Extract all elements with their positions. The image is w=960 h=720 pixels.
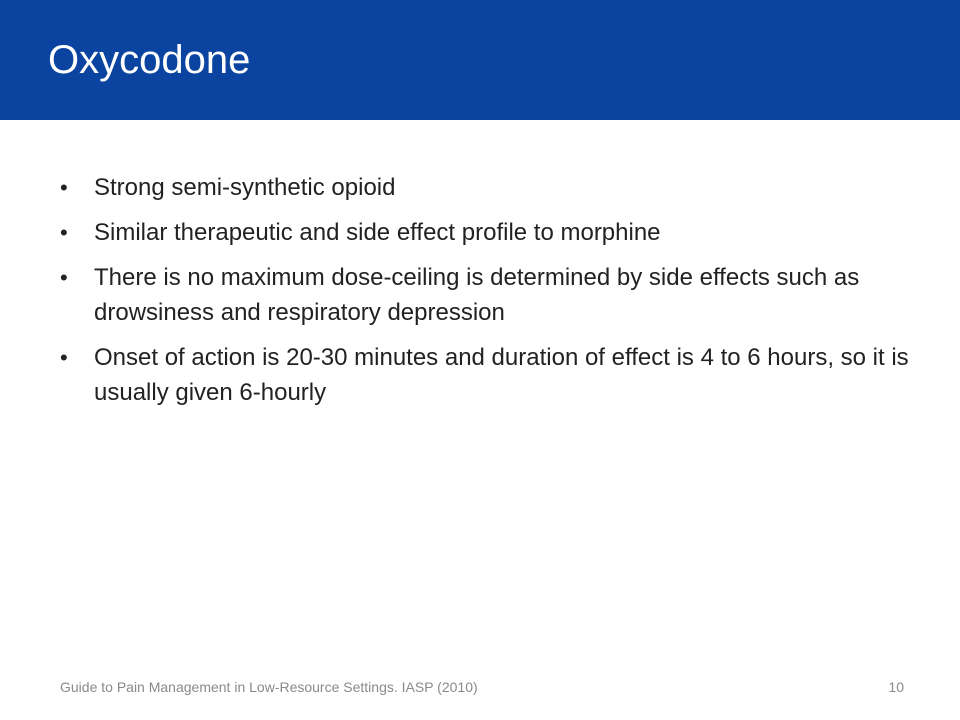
bullet-item: [56, 340, 916, 410]
bullet-item: [56, 260, 916, 330]
bullet-text: Similar therapeutic and side effect profile to morphine: [94, 219, 661, 246]
bullet-dot-icon: •: [60, 345, 68, 370]
bullet-dot-icon: •: [60, 265, 68, 290]
bullet-dot-icon: •: [60, 175, 68, 200]
footer-source: Guide to Pain Management in Low-Resource Settings. IASP (2010): [60, 679, 478, 695]
bullet-text: There is no maximum dose-ceiling is determined by side effects such as drowsiness and respiratory depression: [94, 264, 860, 326]
title-bar: [0, 0, 960, 120]
bullet-text: Onset of action is 20-30 minutes and duration of effect is 4 to 6 hours, so it is usually given 6-hourly: [94, 344, 909, 406]
bullet-item: [56, 170, 916, 205]
slide-number: 10: [888, 679, 904, 695]
bullet-dot-icon: •: [60, 220, 68, 245]
bullet-text: Strong semi-synthetic opioid: [94, 174, 396, 201]
bullet-list: [56, 170, 916, 420]
bullet-item: [56, 215, 916, 250]
slide-title: Oxycodone: [48, 38, 251, 82]
